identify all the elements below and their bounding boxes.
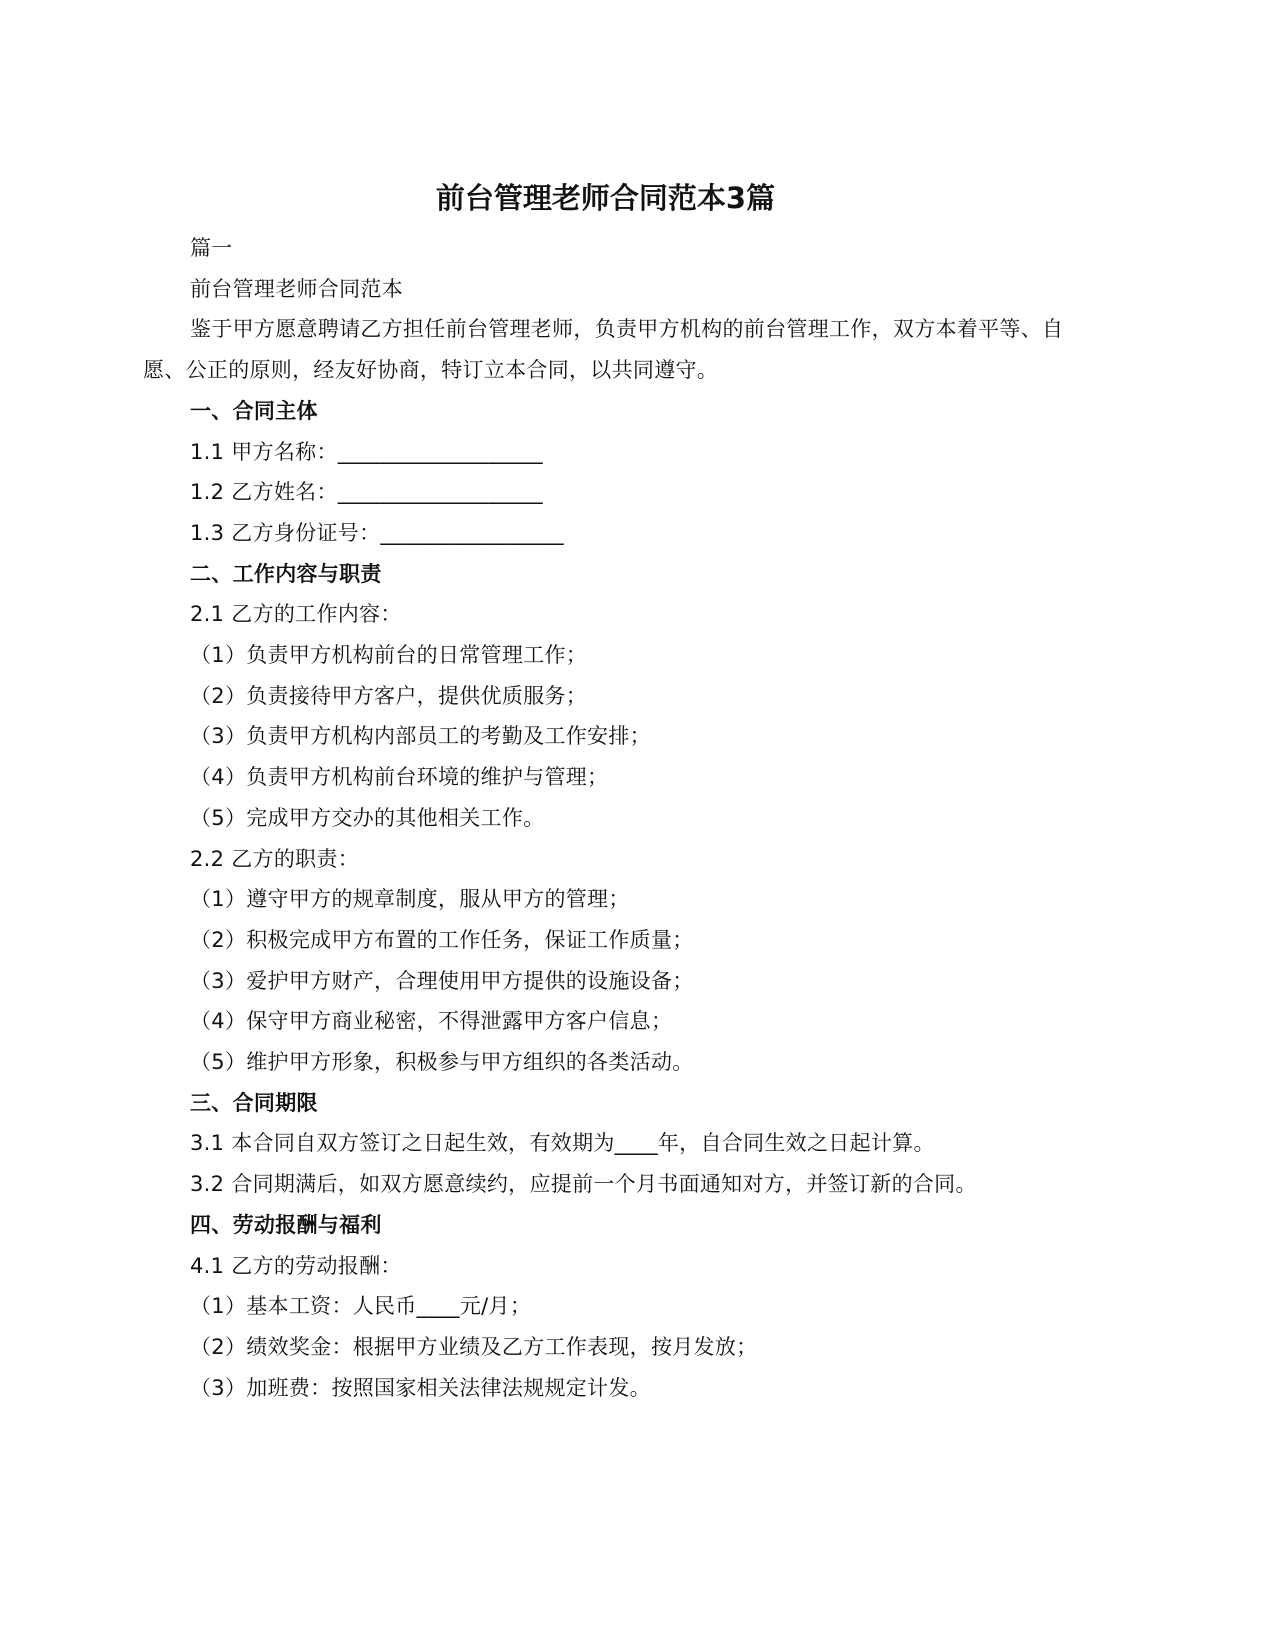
- paragraph: 鉴于甲方愿意聘请乙方担任前台管理老师，负责甲方机构的前台管理工作，双方本着平等、自愿、公正的原则，经友好协商，特订立本合同，以共同遵守。: [143, 317, 1064, 383]
- paragraph: 前台管理老师合同范本: [190, 276, 403, 301]
- paragraph: （3）爱护甲方财产，合理使用甲方提供的设施设备；: [190, 968, 694, 993]
- paragraph: 1.2 乙方姓名：___________________: [190, 480, 543, 505]
- section-heading: 四、劳动报酬与福利: [190, 1212, 382, 1237]
- paragraph: 2.2 乙方的职责：: [190, 846, 360, 871]
- section-heading: 三、合同期限: [190, 1090, 318, 1115]
- paragraph: （1）基本工资：人民币____元/月；: [190, 1294, 532, 1319]
- document-title: 前台管理老师合同范本3篇: [435, 181, 776, 215]
- section-heading: 二、工作内容与职责: [190, 561, 382, 586]
- paragraph: （2）负责接待甲方客户，提供优质服务；: [190, 683, 588, 708]
- paragraph: 1.3 乙方身份证号：_________________: [190, 520, 564, 545]
- paragraph: （1）负责甲方机构前台的日常管理工作；: [190, 643, 588, 668]
- paragraph: 篇一: [190, 236, 233, 260]
- document-body: [143, 228, 1078, 1408]
- paragraph: （1）遵守甲方的规章制度，服从甲方的管理；: [190, 887, 630, 912]
- paragraph: 4.1 乙方的劳动报酬：: [190, 1253, 402, 1278]
- paragraph: （4）负责甲方机构前台环境的维护与管理；: [190, 765, 609, 790]
- paragraph: 3.1 本合同自双方签订之日起生效，有效期为____年，自合同生效之日起计算。: [190, 1131, 935, 1156]
- paragraph: 3.2 合同期满后，如双方愿意续约，应提前一个月书面通知对方，并签订新的合同。: [190, 1172, 977, 1197]
- paragraph: （3）加班费：按照国家相关法律法规规定计发。: [190, 1375, 651, 1400]
- section-heading: 一、合同主体: [190, 398, 318, 423]
- document-page: [143, 172, 1078, 1408]
- paragraph: （2）积极完成甲方布置的工作任务，保证工作质量；: [190, 927, 694, 952]
- paragraph: （2）绩效奖金：根据甲方业绩及乙方工作表现，按月发放；: [190, 1334, 758, 1359]
- paragraph: 1.1 甲方名称：___________________: [190, 439, 543, 464]
- paragraph: （4）保守甲方商业秘密，不得泄露甲方客户信息；: [190, 1009, 673, 1034]
- paragraph: （5）维护甲方形象，积极参与甲方组织的各类活动。: [190, 1050, 694, 1075]
- paragraph: （3）负责甲方机构内部员工的考勤及工作安排；: [190, 724, 651, 749]
- paragraph: （5）完成甲方交办的其他相关工作。: [190, 805, 545, 830]
- paragraph: 2.1 乙方的工作内容：: [190, 602, 402, 627]
